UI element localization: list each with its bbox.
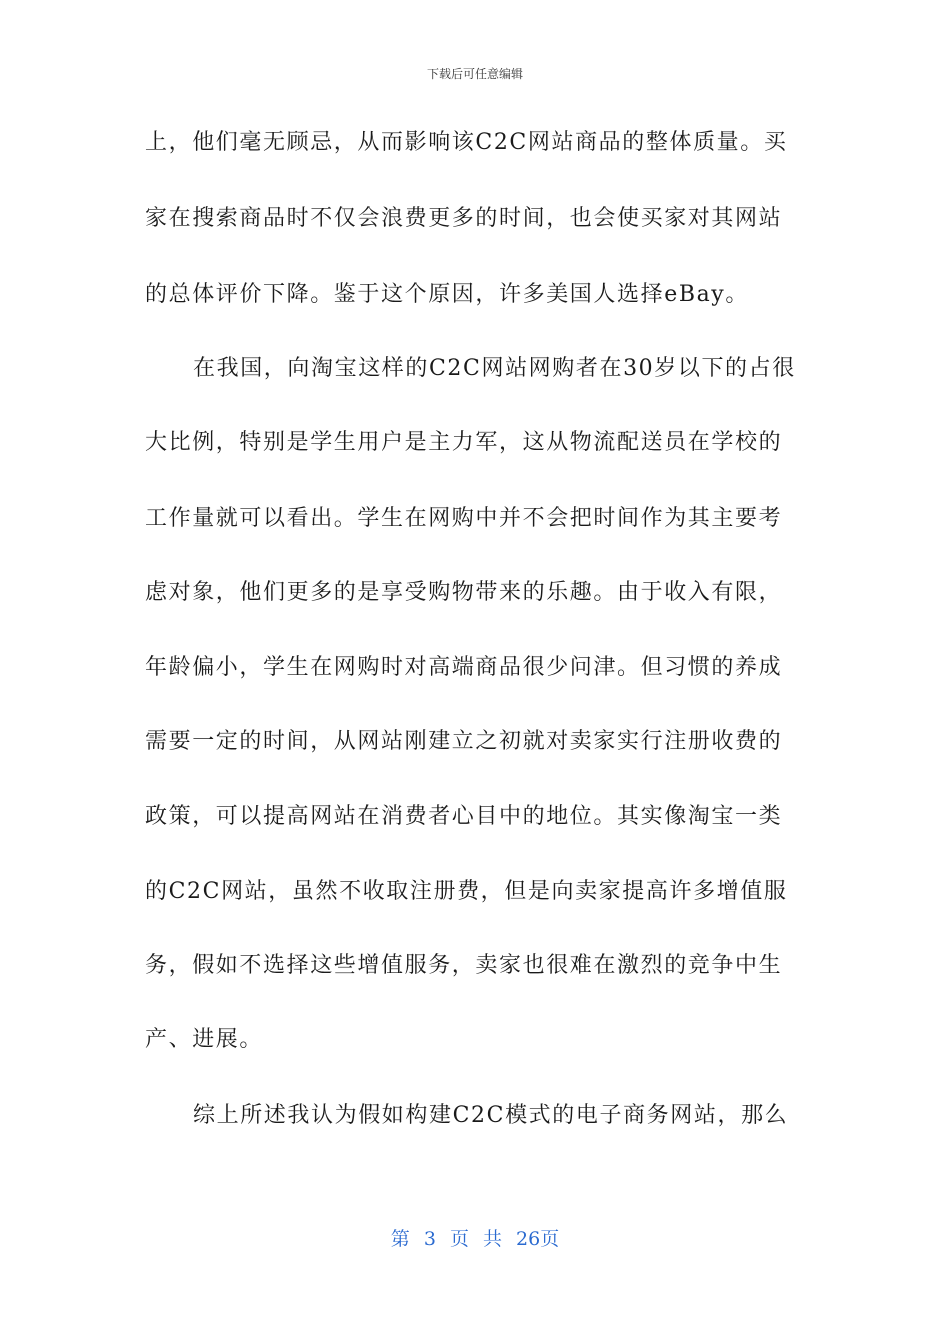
text-line: 工作量就可以看出。学生在网购中并不会把时间作为其主要考	[145, 506, 783, 531]
text-line: 上，他们毫无顾忌，从而影响该C2C网站商品的整体质量。买	[145, 130, 788, 155]
text-line: 政策，可以提高网站在消费者心目中的地位。其实像淘宝一类	[145, 804, 783, 829]
text-line: 在我国，向淘宝这样的C2C网站网购者在30岁以下的占很	[193, 356, 796, 381]
text-line: 家在搜索商品时不仅会浪费更多的时间，也会使买家对其网站	[145, 206, 783, 231]
text-line: 综上所述我认为假如构建C2C模式的电子商务网站，那么	[193, 1103, 789, 1128]
text-line: 的C2C网站，虽然不收取注册费，但是向卖家提高许多增值服	[145, 879, 788, 904]
text-line: 需要一定的时间，从网站刚建立之初就对卖家实行注册收费的	[145, 729, 783, 754]
page-number-footer: 第 3 页 共 26页	[390, 1228, 560, 1250]
text-line: 产、进展。	[145, 1027, 264, 1052]
text-line: 虑对象，他们更多的是享受购物带来的乐趣。由于收入有限，	[145, 580, 783, 605]
page-header-note: 下载后可任意编辑	[426, 67, 523, 81]
text-line: 务，假如不选择这些增值服务，卖家也很难在激烈的竞争中生	[145, 953, 783, 978]
text-line: 大比例，特别是学生用户是主力军，这从物流配送员在学校的	[145, 430, 783, 455]
text-line: 年龄偏小，学生在网购时对高端商品很少问津。但习惯的养成	[145, 655, 783, 680]
text-line: 的总体评价下降。鉴于这个原因，许多美国人选择eBay。	[145, 282, 749, 307]
